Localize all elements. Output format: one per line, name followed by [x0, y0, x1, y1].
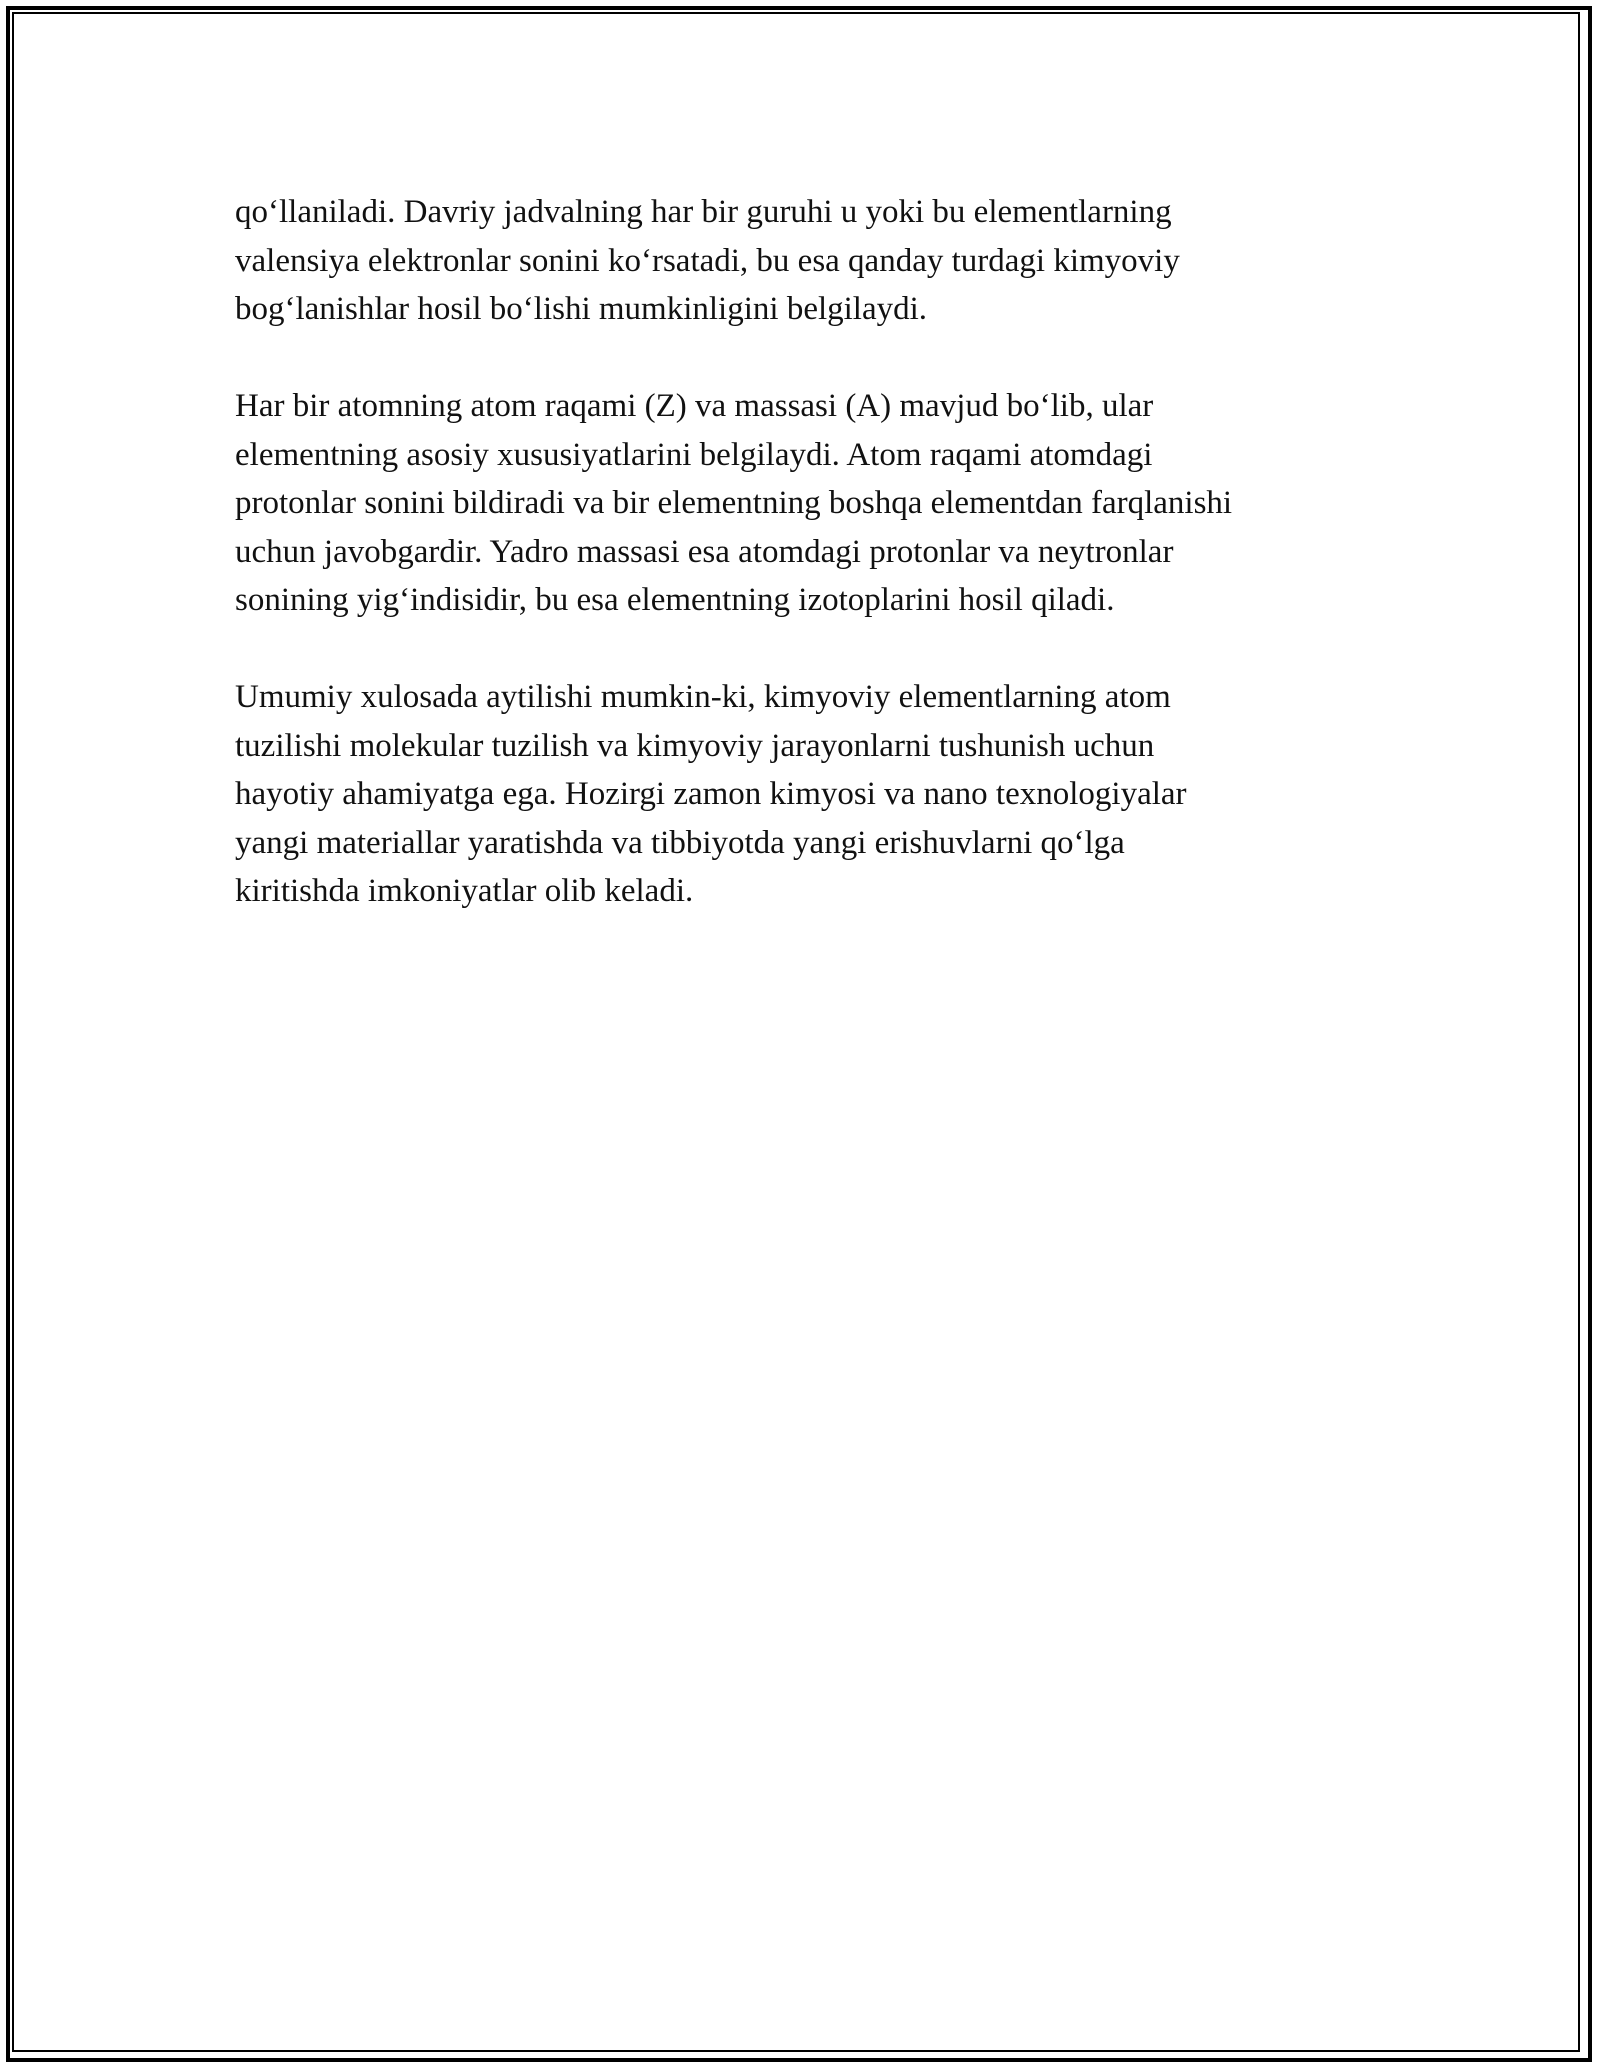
text-line: yangi materiallar yaratishda va tibbiyotda yangi erishuvlarni qo‘lga	[235, 824, 1125, 861]
text-line: tuzilishi molekular tuzilish va kimyoviy jarayonlarni tushunish uchun	[235, 727, 1155, 764]
text-line: elementning asosiy xususiyatlarini belgilaydi. Atom raqami atomdagi	[235, 436, 1153, 473]
paragraph	[235, 673, 1365, 916]
text-line: Umumiy xulosada aytilishi mumkin-ki, kimyoviy elementlarning atom	[235, 679, 1171, 715]
paragraph	[235, 382, 1365, 625]
document-body	[235, 188, 1365, 964]
text-line: valensiya elektronlar sonini ko‘rsatadi, bu esa qanday turdagi kimyoviy	[235, 242, 1180, 279]
paragraph	[235, 188, 1365, 334]
text-line: kiritishda imkoniyatlar olib keladi.	[235, 873, 694, 909]
text-line: qo‘llaniladi. Davriy jadvalning har bir guruhi u yoki bu elementlarning	[235, 194, 1172, 230]
text-line: hayotiy ahamiyatga ega. Hozirgi zamon kimyosi va nano texnologiyalar	[235, 776, 1187, 812]
text-line: Har bir atomning atom raqami (Z) va massasi (A) mavjud bo‘lib, ular	[235, 388, 1154, 424]
text-line: bog‘lanishlar hosil bo‘lishi mumkinligini belgilaydi.	[235, 291, 928, 327]
text-line: uchun javobgardir. Yadro massasi esa atomdagi protonlar va neytronlar	[235, 533, 1174, 570]
text-line: protonlar sonini bildiradi va bir elementning boshqa elementdan farqlanishi	[235, 485, 1233, 521]
text-line: sonining yig‘indisidir, bu esa elementning izotoplarini hosil qiladi.	[235, 582, 1115, 618]
